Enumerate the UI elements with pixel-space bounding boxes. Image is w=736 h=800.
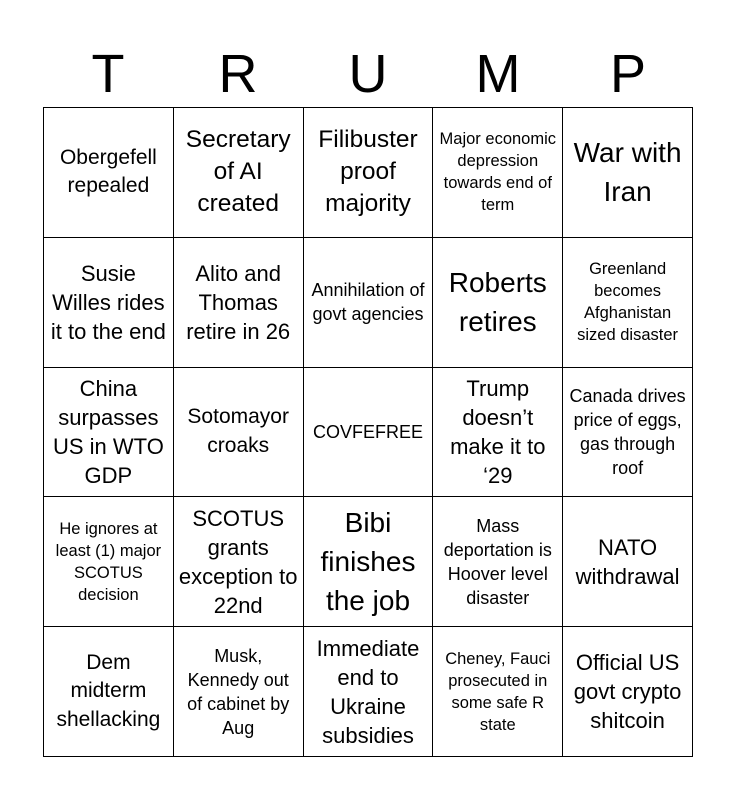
- bingo-cell-r3-c4[interactable]: [433, 368, 563, 498]
- bingo-cell-text: Cheney, Fauci prosecuted in some safe R state: [445, 649, 551, 734]
- bingo-cell-text: NATO withdrawal: [575, 534, 680, 589]
- bingo-cell-text: Mass deportation is Hoover level disaster: [443, 515, 552, 608]
- bingo-cell-text: War with Iran: [573, 137, 682, 208]
- bingo-cell-text: He ignores at least (1) major SCOTUS decision: [55, 519, 162, 604]
- bingo-cell-text: China surpasses US in WTO GDP: [52, 375, 164, 488]
- bingo-cell-text: Musk, Kennedy out of cabinet by Aug: [187, 645, 290, 738]
- bingo-cell-r5-c3[interactable]: [304, 627, 434, 757]
- bingo-cell-text: SCOTUS grants exception to 22nd: [178, 505, 298, 618]
- bingo-cell-r2-c3[interactable]: [304, 238, 434, 368]
- bingo-cell-r2-c5[interactable]: [563, 238, 693, 368]
- bingo-cell-text: Sotomayor croaks: [187, 405, 289, 457]
- bingo-cell-r1-c3[interactable]: [304, 108, 434, 238]
- bingo-cell-r1-c2[interactable]: [174, 108, 304, 238]
- header-letter-m: M: [475, 44, 521, 104]
- bingo-cell-text: Greenland becomes Afghanistan sized disaster: [577, 260, 679, 345]
- bingo-cell-r4-c2[interactable]: [174, 497, 304, 627]
- bingo-cell-r3-c5[interactable]: [563, 368, 693, 498]
- bingo-cell-r2-c2[interactable]: [174, 238, 304, 368]
- bingo-cell-text: Alito and Thomas retire in 26: [186, 260, 291, 344]
- bingo-grid: [43, 107, 693, 757]
- bingo-cell-text: Susie Willes rides it to the end: [50, 260, 166, 344]
- bingo-cell-text: Obergefell repealed: [59, 145, 157, 198]
- header-letter-p: P: [609, 44, 647, 104]
- bingo-cell-text: Bibi finishes the job: [320, 507, 416, 617]
- bingo-header: [43, 40, 693, 108]
- bingo-cell-text: Roberts retires: [448, 267, 547, 338]
- header-letter-u: U: [348, 44, 388, 104]
- bingo-cell-text: Official US govt crypto shitcoin: [573, 650, 682, 734]
- bingo-cell-r5-c4[interactable]: [433, 627, 563, 757]
- bingo-cell-text: Canada drives price of eggs, gas through roof: [569, 385, 686, 478]
- bingo-cell-r1-c4[interactable]: [433, 108, 563, 238]
- header-letter-t: T: [91, 44, 125, 104]
- bingo-cell-text: Annihilation of govt agencies: [311, 280, 425, 325]
- bingo-cell-text: Major economic depression towards end of term: [439, 130, 557, 215]
- bingo-cell-r1-c1[interactable]: [44, 108, 174, 238]
- bingo-cell-text: Dem midterm shellacking: [56, 650, 161, 731]
- bingo-cell-r4-c1[interactable]: [44, 497, 174, 627]
- bingo-cell-text: Trump doesn’t make it to ‘29: [450, 375, 546, 488]
- bingo-cell-r5-c5[interactable]: [563, 627, 693, 757]
- bingo-cell-text: Immediate end to Ukraine subsidies: [316, 635, 420, 748]
- header-letter-r: R: [218, 44, 258, 104]
- bingo-cell-r2-c4[interactable]: [433, 238, 563, 368]
- bingo-cell-text: COVFEFREE: [312, 421, 423, 442]
- bingo-cell-r3-c2[interactable]: [174, 368, 304, 498]
- bingo-cell-r1-c5[interactable]: [563, 108, 693, 238]
- bingo-cell-r3-c1[interactable]: [44, 368, 174, 498]
- bingo-cell-text: Filibuster proof majority: [318, 126, 418, 218]
- bingo-cell-r5-c1[interactable]: [44, 627, 174, 757]
- bingo-cell-r2-c1[interactable]: [44, 238, 174, 368]
- bingo-cell-r4-c4[interactable]: [433, 497, 563, 627]
- bingo-cell-r4-c3[interactable]: [304, 497, 434, 627]
- bingo-cell-r4-c5[interactable]: [563, 497, 693, 627]
- bingo-cell-r3-c3[interactable]: [304, 368, 434, 498]
- bingo-cell-r5-c2[interactable]: [174, 627, 304, 757]
- bingo-cell-text: Secretary of AI created: [185, 126, 291, 218]
